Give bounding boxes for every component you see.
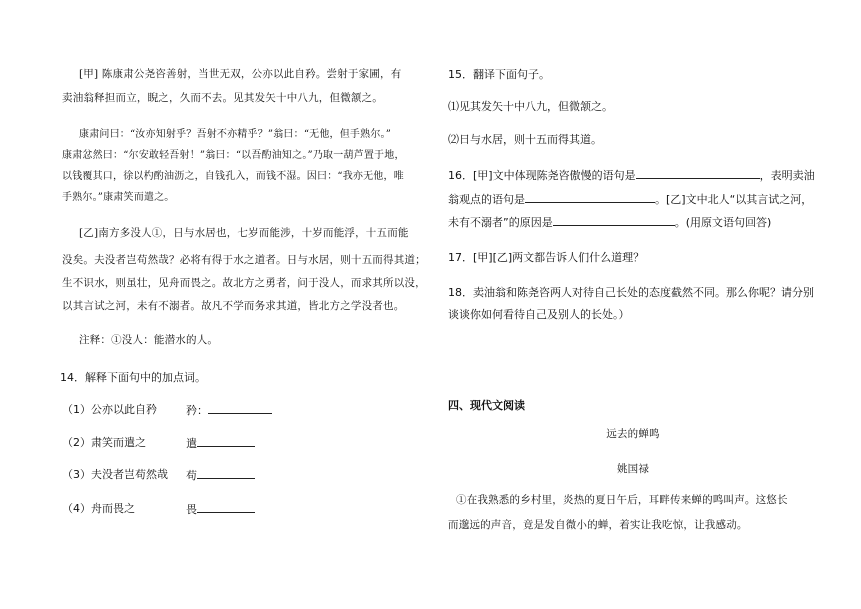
q14-item-3-word: 苟 <box>186 469 197 482</box>
yi-text-line-3: 生不识水，则虽壮，见舟而畏之。故北方之勇者，问于没人，而求其所以没， <box>62 277 426 289</box>
q14-item-3-blank[interactable] <box>197 466 255 479</box>
q16-line-1-text-b: ，表明卖油 <box>759 169 815 182</box>
q16-blank-2[interactable] <box>525 190 655 203</box>
q14-item-4-answer <box>186 500 255 517</box>
q16-line-2-text-b: 。[乙]文中北人“以其言试之河， <box>655 193 813 206</box>
q14-item-2-blank[interactable] <box>197 434 255 447</box>
jia-text-line-2: 卖油翁释担而立，睨之，久而不去。见其发矢十中八九，但微颔之。 <box>62 92 383 104</box>
q16-blank-1[interactable] <box>636 166 760 179</box>
q14-title: 14．解释下面句中的加点词。 <box>60 371 206 384</box>
essay-title: 远去的蝉鸣 <box>606 428 660 440</box>
q16-line-3 <box>448 213 771 230</box>
q15-sentence-2: ⑵日与水居，则十五而得其道。 <box>448 133 602 146</box>
q14-item-1-sentence: （1）公亦以此自矜 <box>62 403 157 416</box>
q14-item-1-word: 矜： <box>186 404 208 417</box>
dialog-line-2: 康肃忿然曰：“尔安敢轻吾射！”翁曰：“以吾酌油知之。”乃取一葫芦置于地， <box>62 150 405 161</box>
q16-line-3-text-b: 。(用原文语句回答) <box>674 216 772 229</box>
dialog-line-3: 以钱覆其口，徐以杓酌油沥之，自钱孔入，而钱不湿。因曰：“我亦无他，唯 <box>62 171 404 182</box>
q16-blank-3[interactable] <box>553 213 675 226</box>
q18-line-1: 18．卖油翁和陈尧咨两人对待自己长处的态度截然不同。那么你呢？请分别 <box>448 286 814 299</box>
q14-item-4-word: 畏 <box>186 503 197 516</box>
q14-item-1-blank[interactable] <box>208 401 272 414</box>
q16-line-2 <box>448 190 812 207</box>
q14-item-2-word: 遣 <box>186 437 197 450</box>
q16-line-2-text-a: 翁观点的语句是 <box>448 193 525 206</box>
q16-line-3-text-a: 未有不溺者”的原因是 <box>448 216 553 229</box>
q14-item-2-sentence: （2）肃笑而遣之 <box>62 436 146 449</box>
q15-title: 15．翻译下面句子。 <box>448 68 550 81</box>
essay-para-1-line-1: ①在我熟悉的乡村里，炎热的夏日午后，耳畔传来蝉的鸣叫声。这悠长 <box>456 494 788 506</box>
footnote: 注释：①没人：能潜水的人。 <box>79 334 219 346</box>
yi-text-line-4: 以其言试之河，未有不溺者。故凡不学而务求其道，皆北方之学没者也。 <box>62 300 405 312</box>
q14-item-3-answer <box>186 466 255 483</box>
yi-text-line-2: 没矣。夫没者岂苟然哉？必将有得于水之道者。日与水居，则十五而得其道； <box>62 254 426 266</box>
q14-item-2-answer <box>186 434 255 451</box>
q14-item-3-sentence: （3）夫没者岂苟然哉 <box>62 468 168 481</box>
q15-sentence-1: ⑴见其发矢十中八九，但微颔之。 <box>448 100 613 113</box>
dialog-line-1: 康肃问曰：“汝亦知射乎？吾射不亦精乎？”翁曰：“无他，但手熟尔。” <box>79 129 392 140</box>
section-4-heading: 四、现代文阅读 <box>448 399 525 412</box>
q16-line-1 <box>448 166 815 183</box>
essay-para-1-line-2: 而邈远的声音，竟是发自微小的蝉，着实让我吃惊，让我感动。 <box>448 519 748 531</box>
yi-text-line-1: [乙]南方多没人①，日与水居也，七岁而能涉，十岁而能浮，十五而能 <box>79 227 409 239</box>
q18-line-2: 谈谈你如何看待自己及别人的长处。） <box>448 308 630 321</box>
q14-item-4-sentence: （4）舟而畏之 <box>62 502 135 515</box>
dialog-line-4: 手熟尔。”康肃笑而遣之。 <box>62 192 175 203</box>
q16-line-1-text-a: 16．[甲]文中体现陈尧咨傲慢的语句是 <box>448 169 636 182</box>
q17: 17．[甲][乙]两文都告诉人们什么道理？ <box>448 251 645 264</box>
essay-author: 姚国禄 <box>616 463 650 475</box>
q14-item-4-blank[interactable] <box>197 500 255 513</box>
jia-text-line-1: [甲] 陈康肃公尧咨善射，当世无双，公亦以此自矜。尝射于家圃，有 <box>79 68 402 80</box>
q14-item-1-answer <box>186 401 272 418</box>
